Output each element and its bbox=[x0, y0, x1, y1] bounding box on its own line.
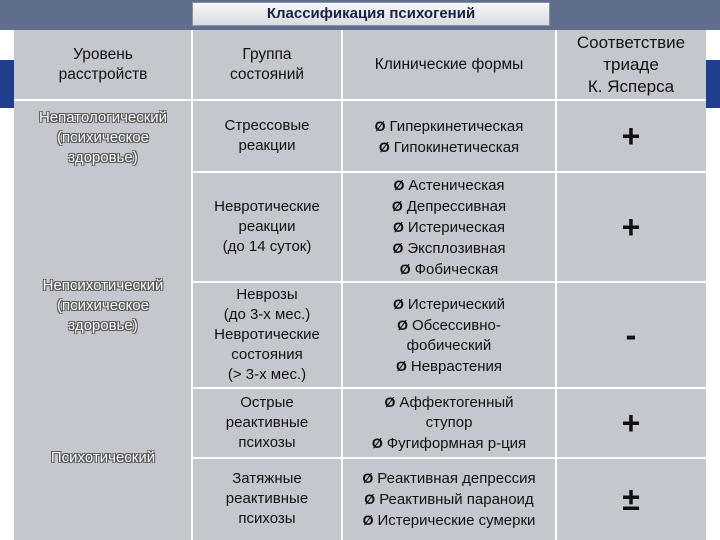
list-item bbox=[393, 217, 505, 238]
level-line: (психическое bbox=[57, 129, 149, 146]
list-item-continuation bbox=[407, 336, 492, 356]
grid-line bbox=[192, 457, 706, 459]
forms-neuroses bbox=[342, 282, 556, 388]
jaspers-neurotic-reactions bbox=[556, 172, 706, 282]
level-line: Непсихотический bbox=[42, 277, 164, 294]
form-name: ступор bbox=[425, 414, 473, 431]
header-group-line: состояний bbox=[229, 66, 305, 83]
classification-table bbox=[14, 30, 706, 540]
forms-stress bbox=[342, 100, 556, 172]
page-title: Классификация психогений bbox=[192, 2, 550, 26]
list-item bbox=[397, 315, 501, 336]
level-psychotic bbox=[14, 418, 192, 540]
level-nonpsychotic bbox=[14, 200, 192, 400]
form-name: Гипокинетическая bbox=[393, 139, 520, 156]
header-jaspers-line: К. Ясперса bbox=[587, 77, 675, 96]
form-name: Неврастения bbox=[410, 357, 503, 375]
group-line: (> 3-х мес.) bbox=[227, 366, 307, 383]
header-level-line: Уровень bbox=[73, 46, 133, 63]
level-line: здоровье) bbox=[68, 317, 138, 334]
header-level-line: расстройств bbox=[58, 66, 148, 83]
group-line: (до 3-х мес.) bbox=[223, 306, 311, 323]
level-line: Психотический bbox=[50, 449, 156, 466]
grid-line bbox=[14, 99, 706, 101]
group-neuroses bbox=[192, 282, 342, 388]
forms-neurotic-reactions bbox=[342, 172, 556, 282]
group-line: психозы bbox=[238, 510, 296, 527]
group-line: реактивные bbox=[225, 414, 309, 431]
bullet-arrow-icon: Ø bbox=[378, 139, 390, 155]
jaspers-stress bbox=[556, 100, 706, 172]
jaspers-acute-psychoses bbox=[556, 388, 706, 458]
bullet-arrow-icon: Ø bbox=[395, 357, 407, 374]
list-item bbox=[396, 356, 502, 377]
grid-line bbox=[341, 30, 343, 540]
level-line: Непатологический bbox=[38, 109, 168, 126]
list-item bbox=[393, 175, 504, 196]
forms-protracted-psychoses bbox=[342, 458, 556, 540]
jaspers-sign: + bbox=[621, 209, 641, 245]
header-forms-line: Клинические формы bbox=[374, 56, 524, 73]
group-neurotic-reactions bbox=[192, 172, 342, 282]
list-item bbox=[392, 238, 505, 259]
jaspers-sign: ± bbox=[622, 481, 640, 517]
level-line: (психическое bbox=[57, 297, 149, 314]
bullet-arrow-icon: Ø bbox=[399, 260, 411, 277]
grid-line bbox=[192, 387, 706, 389]
list-item bbox=[400, 259, 499, 280]
form-name: Депрессивная bbox=[406, 197, 507, 215]
bullet-arrow-icon: Ø bbox=[362, 469, 374, 486]
bullet-arrow-icon: Ø bbox=[384, 394, 396, 410]
header-group-line: Группа bbox=[242, 46, 292, 63]
group-stress bbox=[192, 100, 342, 172]
list-item bbox=[384, 392, 513, 413]
group-line: Стрессовые bbox=[224, 117, 310, 134]
list-item bbox=[375, 116, 524, 137]
level-line: здоровье) bbox=[68, 149, 138, 166]
group-line: состояния bbox=[231, 346, 303, 363]
group-line: Невротические bbox=[214, 326, 320, 343]
form-name: Фобическая bbox=[414, 260, 499, 278]
form-name: Астеническая bbox=[408, 176, 505, 194]
header-jaspers-line: Соответствие bbox=[576, 33, 686, 52]
form-name: фобический bbox=[406, 336, 492, 354]
bullet-arrow-icon: Ø bbox=[364, 490, 376, 507]
group-line: Острые bbox=[240, 394, 294, 411]
list-item bbox=[363, 510, 536, 531]
grid-line bbox=[555, 30, 557, 540]
jaspers-sign: + bbox=[621, 405, 641, 441]
header-forms bbox=[342, 30, 556, 100]
group-line: (до 14 суток) bbox=[222, 238, 312, 255]
header-group bbox=[192, 30, 342, 100]
bullet-arrow-icon: Ø bbox=[397, 316, 408, 333]
level-nonpathological bbox=[14, 100, 192, 200]
list-item bbox=[362, 468, 535, 489]
form-name: Истерическая bbox=[407, 218, 505, 236]
list-item-continuation bbox=[426, 413, 473, 433]
header-jaspers bbox=[556, 30, 706, 100]
form-name: Аффектогенный bbox=[399, 394, 514, 411]
bullet-arrow-icon: Ø bbox=[393, 176, 405, 193]
list-item bbox=[379, 137, 519, 158]
list-item bbox=[364, 489, 533, 510]
form-name: Реактивная депрессия bbox=[377, 469, 536, 487]
bullet-arrow-icon: Ø bbox=[393, 218, 404, 235]
bullet-arrow-icon: Ø bbox=[371, 435, 383, 451]
bullet-arrow-icon: Ø bbox=[392, 239, 404, 256]
group-line: психозы bbox=[238, 434, 296, 451]
group-line: реактивные bbox=[225, 490, 309, 507]
group-line: Неврозы bbox=[236, 286, 298, 303]
form-name: Фугиформная р-ция bbox=[386, 435, 527, 452]
grid-line bbox=[191, 30, 193, 540]
group-line: реакции bbox=[238, 218, 296, 235]
list-item bbox=[393, 294, 505, 315]
group-protracted-psychoses bbox=[192, 458, 342, 540]
jaspers-protracted-psychoses bbox=[556, 458, 706, 540]
header-level bbox=[14, 30, 192, 100]
bullet-arrow-icon: Ø bbox=[362, 511, 374, 528]
header-jaspers-line: триаде bbox=[603, 55, 659, 74]
form-name: Истерический bbox=[407, 295, 505, 313]
bullet-arrow-icon: Ø bbox=[391, 197, 403, 214]
grid-line bbox=[192, 171, 706, 173]
group-acute-psychoses bbox=[192, 388, 342, 458]
bullet-arrow-icon: Ø bbox=[393, 295, 404, 312]
jaspers-sign: - bbox=[625, 317, 637, 353]
bullet-arrow-icon: Ø bbox=[374, 118, 386, 134]
forms-acute-psychoses bbox=[342, 388, 556, 458]
jaspers-neuroses bbox=[556, 282, 706, 388]
group-line: реакции bbox=[238, 137, 296, 154]
jaspers-sign: + bbox=[621, 118, 641, 154]
group-line: Невротические bbox=[214, 198, 320, 215]
form-name: Эксплозивная bbox=[407, 239, 506, 257]
form-name: Реактивный параноид bbox=[379, 490, 534, 508]
form-name: Истерические сумерки bbox=[377, 511, 536, 529]
list-item bbox=[372, 433, 526, 454]
form-name: Гиперкинетическая bbox=[389, 118, 524, 135]
grid-line bbox=[192, 281, 706, 283]
list-item bbox=[392, 196, 506, 217]
group-line: Затяжные bbox=[232, 470, 302, 487]
form-name: Обсессивно- bbox=[411, 316, 501, 334]
